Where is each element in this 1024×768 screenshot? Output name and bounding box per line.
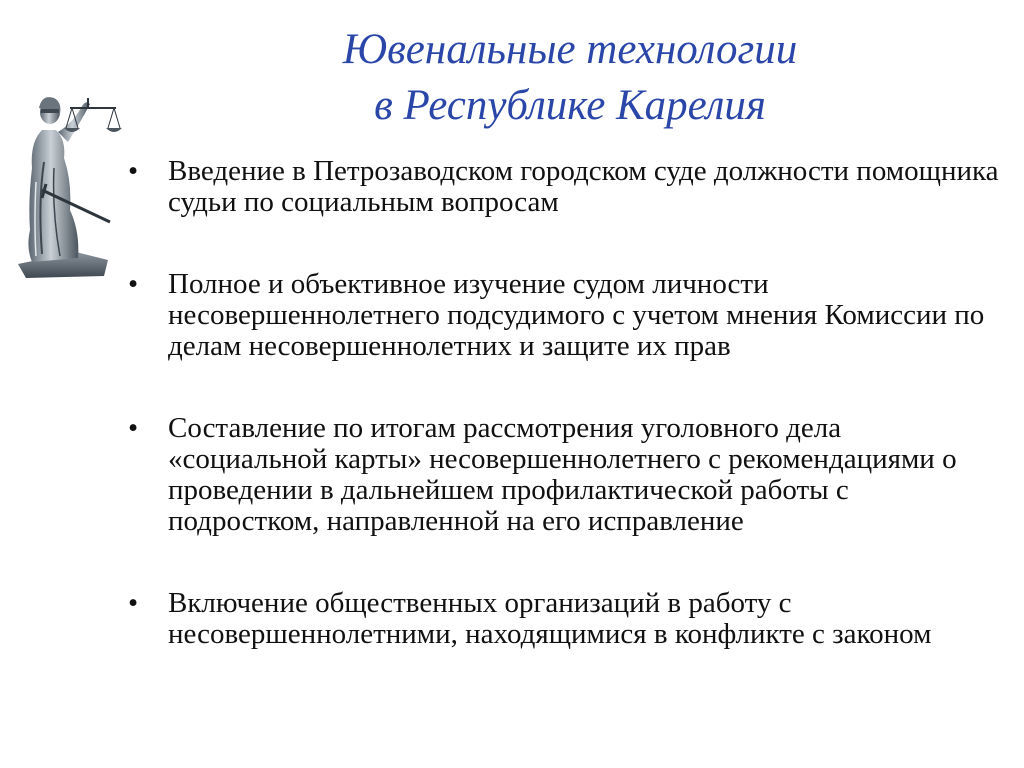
bullet-icon: •	[128, 587, 139, 619]
justice-statue-icon	[8, 72, 139, 280]
list-item	[124, 588, 1004, 650]
slide-title	[240, 22, 900, 134]
bullet-text: Введение в Петрозаводском городском суде должности помощника судьи по социальным вопросам	[168, 155, 999, 218]
bullet-icon: •	[128, 412, 139, 444]
title-line-2: в Республике Карелия	[374, 82, 766, 129]
list-item	[124, 413, 1004, 537]
bullet-icon: •	[128, 155, 139, 187]
bullet-text: Включение общественных организаций в работу с несовершеннолетними, находящимися в конфликте с законом	[168, 587, 932, 650]
bullet-text: Составление по итогам рассмотрения уголовного дела «социальной карты» несовершеннолетнего с рекомендациями о проведении в дальнейшем профилактической работы с подростком, направленной на его исправление	[168, 412, 957, 537]
list-item	[124, 269, 1004, 362]
list-item	[124, 156, 1004, 218]
title-line-1: Ювенальные технологии	[342, 26, 798, 73]
bullet-icon: •	[128, 268, 139, 300]
bullet-list	[124, 156, 1004, 650]
bullet-text: Полное и объективное изучение судом личности несовершеннолетнего подсудимого с учетом мнения Комиссии по делам несовершеннолетних и защите их прав	[168, 268, 985, 362]
